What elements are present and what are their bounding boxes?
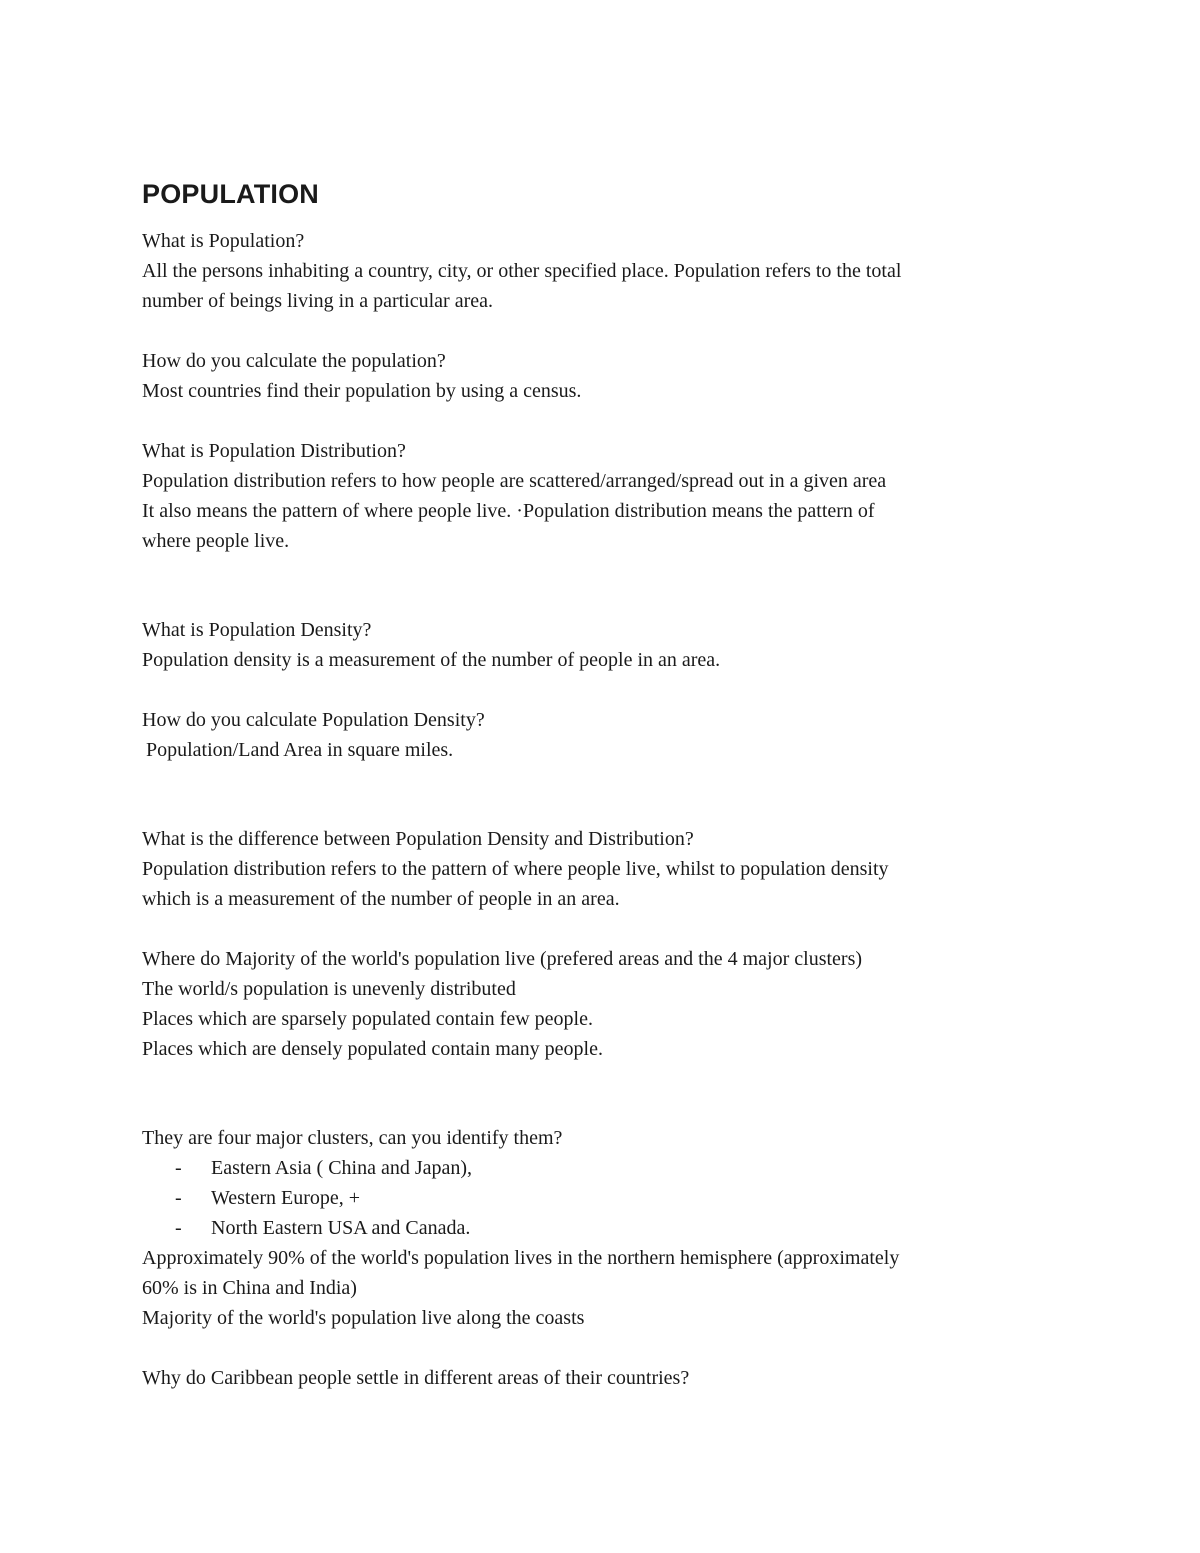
document-page xyxy=(142,176,1062,1393)
answer-text: Majority of the world's population live along the coasts xyxy=(142,1307,585,1329)
list-item-text: Western Europe, + xyxy=(211,1187,361,1209)
answer-text: The world/s population is unevenly distributed xyxy=(142,978,516,1000)
section-where-majority-live xyxy=(142,944,1062,1064)
question-text: What is Population Density? xyxy=(142,619,372,641)
question-text: What is Population? xyxy=(142,230,305,252)
answer-text: Places which are sparsely populated contain few people. xyxy=(142,1008,593,1030)
answer-text: Population density is a measurement of the number of people in an area. xyxy=(142,649,721,671)
question-text: How do you calculate the population? xyxy=(142,350,446,372)
list-item xyxy=(142,1183,1062,1213)
bullet-dash: - xyxy=(175,1217,182,1239)
blank-line xyxy=(142,316,1062,346)
section-caribbean-settlement xyxy=(142,1363,1062,1393)
section-population-distribution xyxy=(142,436,1062,556)
section-density-vs-distribution xyxy=(142,824,1062,914)
blank-lines xyxy=(142,765,1062,824)
answer-text: 60% is in China and India) xyxy=(142,1277,357,1299)
list-item-text: Eastern Asia ( China and Japan), xyxy=(211,1157,473,1179)
question-text: Why do Caribbean people settle in different areas of their countries? xyxy=(142,1367,690,1389)
question-text: How do you calculate Population Density? xyxy=(142,709,485,731)
blank-line xyxy=(142,406,1062,436)
section-calculate-population xyxy=(142,346,1062,406)
answer-text: All the persons inhabiting a country, city, or other specified place. Population refers to the total xyxy=(142,260,902,282)
blank-lines xyxy=(142,556,1062,615)
section-what-is-population xyxy=(142,226,1062,316)
blank-line xyxy=(142,675,1062,705)
question-text: They are four major clusters, can you identify them? xyxy=(142,1127,563,1149)
section-four-major-clusters xyxy=(142,1123,1062,1333)
document-body xyxy=(142,226,1062,1393)
list-item xyxy=(142,1153,1062,1183)
answer-text: Population distribution refers to how people are scattered/arranged/spread out in a given area xyxy=(142,470,887,492)
question-text: What is the difference between Population Density and Distribution? xyxy=(142,828,694,850)
answer-text: number of beings living in a particular area. xyxy=(142,290,493,312)
bullet-dash: - xyxy=(175,1157,182,1179)
answer-text: It also means the pattern of where people live. ·Population distribution means the pattern of xyxy=(142,500,875,522)
answer-text: Places which are densely populated contain many people. xyxy=(142,1038,603,1060)
list-item xyxy=(142,1213,1062,1243)
answer-text: Most countries find their population by using a census. xyxy=(142,380,582,402)
answer-text: which is a measurement of the number of people in an area. xyxy=(142,888,620,910)
bullet-dash: - xyxy=(175,1187,182,1209)
question-text: What is Population Distribution? xyxy=(142,440,406,462)
clusters-list xyxy=(142,1153,1062,1243)
answer-text: Population distribution refers to the pattern of where people live, whilst to population density xyxy=(142,858,889,880)
blank-line xyxy=(142,1333,1062,1363)
blank-lines xyxy=(142,1064,1062,1123)
answer-text: Population/Land Area in square miles. xyxy=(146,739,454,761)
question-text: Where do Majority of the world's population live (prefered areas and the 4 major clusters) xyxy=(142,948,863,970)
section-population-density xyxy=(142,615,1062,675)
list-item-text: North Eastern USA and Canada. xyxy=(211,1217,471,1239)
answer-text: Approximately 90% of the world's population lives in the northern hemisphere (approximately xyxy=(142,1247,900,1269)
page-title: POPULATION xyxy=(142,179,319,209)
section-calculate-density xyxy=(142,705,1062,765)
answer-text: where people live. xyxy=(142,530,290,552)
blank-line xyxy=(142,914,1062,944)
